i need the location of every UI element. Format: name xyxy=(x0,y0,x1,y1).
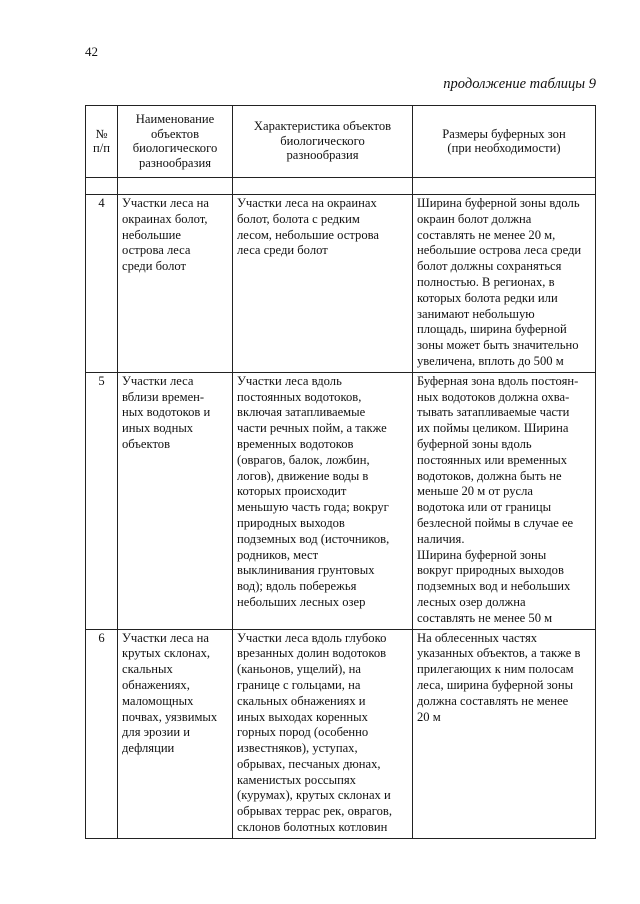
table-row xyxy=(86,629,596,838)
page-number: 42 xyxy=(85,44,98,59)
spacer-cell xyxy=(86,178,118,195)
header-num-text: № п/п xyxy=(93,126,110,155)
row-number xyxy=(86,195,118,373)
header-buffer xyxy=(413,106,596,178)
buffer-cell xyxy=(413,629,596,838)
object-name-text: Участки леса на крутых склонах, скальных обнажениях, маломощных почвах, уязвимых для эрозии и дефляции xyxy=(122,630,218,756)
characteristic-text: Участки леса вдоль постоянных водотоков, включая затапливаемые части речных пойм, а также временных водотоков (оврагов, балок, ложбин, логов), движение воды в которых происходит меньшую часть года; вокруг природных выходов подземных вод (источников, родников, мест выклинивания грунтовых вод); вдоль побережья небольших лесных озер xyxy=(237,373,390,609)
table-header-row xyxy=(86,106,596,178)
row-number-text: 4 xyxy=(98,196,105,210)
row-number-text: 6 xyxy=(98,630,105,645)
spacer-cell xyxy=(413,178,596,195)
header-characteristic-text: Характеристика объектов биологического разнообразия xyxy=(253,119,392,163)
table-continuation-label: продолжение таблицы 9 xyxy=(443,76,596,92)
buffer-text: Буферная зона вдоль постоян- ных водотоков должна охва- тывать затапливаемые части их поймы целиком. Ширина буферной зоны вдоль постоянных или временных водотоков, должна быть не меньше 20 м от русла водотока или от границы безлесной поймы в случае ее наличия. Ширина буферной зоны вокруг природных выходов подземных вод и небольших лесных озер должна составлять не менее 50 м xyxy=(417,373,579,625)
row-number xyxy=(86,372,118,629)
object-name-cell xyxy=(118,195,233,373)
buffer-cell xyxy=(413,195,596,373)
buffer-cell xyxy=(413,372,596,629)
characteristic-cell xyxy=(233,629,413,838)
table-spacer-row xyxy=(86,178,596,195)
row-number-text: 5 xyxy=(98,373,105,388)
object-name-cell xyxy=(118,372,233,629)
object-name-text: Участки леса вблизи времен- ных водотоков и иных водных объектов xyxy=(122,373,211,451)
spacer-cell xyxy=(233,178,413,195)
biodiversity-table xyxy=(85,105,596,839)
spacer-cell xyxy=(118,178,233,195)
row-number xyxy=(86,629,118,838)
object-name-text: Участки леса на окраинах болот, небольшие острова леса среди болот xyxy=(122,196,209,274)
characteristic-text: Участки леса вдоль глубоко врезанных долин водотоков (каньонов, ущелий), на границе с гольцами, на скальных обнажениях и иных выходах коренных горных пород (особенно известняков), уступах, обрывах, песчаных дюнах, каменистых россыпях (курумах), крутых склонах и обрывах террас рек, оврагов, склонов болотных котловин xyxy=(237,630,392,835)
characteristic-cell xyxy=(233,195,413,373)
object-name-cell xyxy=(118,629,233,838)
header-name xyxy=(118,106,233,178)
header-characteristic xyxy=(233,106,413,178)
buffer-text: Ширина буферной зоны вдоль окраин болот должна составлять не менее 20 м, небольшие острова леса среди болот должны сохраняться полностью. В регионах, в которых болота редки или занимают небольшую площадь, ширина буферной зоны может быть значительно увеличена, вплоть до 500 м xyxy=(417,196,582,368)
characteristic-cell xyxy=(233,372,413,629)
header-num xyxy=(86,106,118,178)
header-name-text: Наименование объектов биологического разнообразия xyxy=(132,112,218,170)
table-row xyxy=(86,372,596,629)
table-row xyxy=(86,195,596,373)
header-buffer-text: Размеры буферных зон (при необходимости) xyxy=(442,126,566,155)
characteristic-text: Участки леса на окраинах болот, болота с редким лесом, небольшие острова леса среди болот xyxy=(237,196,379,258)
buffer-text: На облесенных частях указанных объектов, а также в прилегающих к ним полосам леса, ширина буферной зоны должна составлять не менее 20 м xyxy=(417,630,581,724)
